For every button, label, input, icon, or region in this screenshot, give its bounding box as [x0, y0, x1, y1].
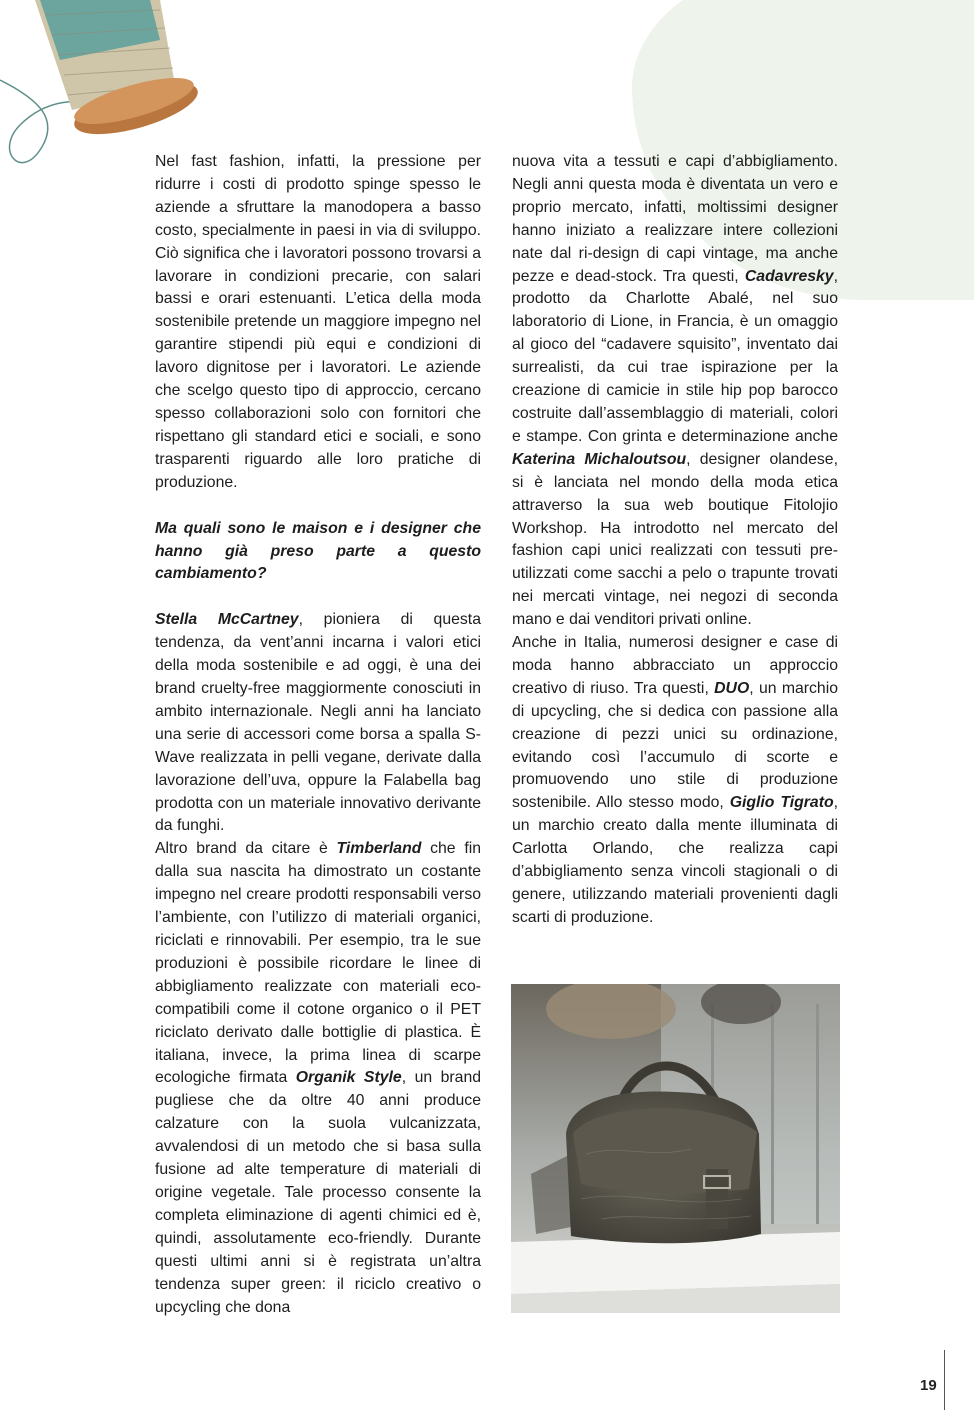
left-column	[155, 151, 481, 1319]
paragraph-text: Altro brand da citare è	[155, 840, 337, 858]
page-number: 19	[920, 1377, 937, 1394]
handbag-photo	[511, 984, 840, 1313]
brand-name: Giglio Tigrato	[729, 794, 834, 812]
brand-name: Katerina Michaloutsou	[512, 450, 687, 468]
paragraph	[155, 609, 481, 838]
paragraph	[155, 838, 481, 1319]
brand-name: Organik Style	[295, 1069, 402, 1087]
brand-name: Cadavresky	[744, 267, 834, 285]
brand-name: Stella McCartney	[155, 611, 299, 629]
paragraph-text: che fin dalla sua nascita ha dimostrato un costante impegno nel creare prodotti responsabili verso l’ambiente, con l’utilizzo di materiali organici, riciclati e rinnovabili. Per esempio, tra le sue produzioni è possibile ricordare le linee di abbigliamento realizzate con materiali eco-compatibili come il cotone organico o il PET riciclato derivato dalle bottiglie di plastica. È italiana, invece, la prima linea di scarpe ecologiche firmata	[155, 840, 482, 1087]
brand-name: Timberland	[336, 840, 422, 858]
paragraph-text: , pioniera di questa tendenza, da vent’anni incarna i valori etici della moda sostenibile e ad oggi, è una dei brand cruelty-free maggiormente conosciuti in ambito internazionale. Negli anni ha lanciato una serie di accessori come borsa a spalla S-Wave realizzata in pelli vegane, derivate dalla lavorazione dell’uva, oppure la Falabella bag prodotta con un materiale innovativo derivante da funghi.	[155, 611, 481, 835]
right-column	[512, 151, 838, 930]
paragraph-text: , prodotto da Charlotte Abalé, nel suo laboratorio di Lione, in Francia, è un omaggio al gioco del “cadavere squisito”, inventato dai surrealisti, da cui trae ispirazione per la creazione di camicie in stile hip pop barocco costruite dall’assemblaggio di materiali, colori e stampe. Con grinta e determinazione anche	[512, 267, 838, 445]
paragraph-text: , un marchio creato dalla mente illuminata di Carlotta Orlando, che realizza capi d’abbigliamento senza vincoli stagionali o di genere, utilizzando materiali provenienti dagli scarti di produzione.	[512, 794, 838, 926]
paragraph: Nel fast fashion, infatti, la pressione per ridurre i costi di prodotto spinge spesso le aziende a sfruttare la manodopera a basso costo, specialmente in paesi in via di sviluppo. Ciò significa che i lavoratori possono trovarsi a lavorare in condizioni precarie, con salari bassi e orari estenuanti. L’etica della moda sostenibile pretende un maggiore impegno nel garantire stipendi più equi e condizioni di lavoro dignitose per i lavoratori. Le aziende che scelgo questo tipo di approccio, cercano spesso collaborazioni solo con fornitori che rispettano gli standard etici e sociali, e sono trasparenti riguardo alle loro pratiche di produzione.	[155, 153, 481, 491]
paragraph-text: , un marchio di upcycling, che si dedica con passione alla creazione di pezzi unici su ordinazione, evitando così l’accumulo di scorte e promuovendo uno stile di produzione sostenibile. Allo stesso modo,	[512, 679, 839, 812]
paragraph-text: Anche in Italia, numerosi designer e case di moda hanno abbracciato un approccio creativo di riuso. Tra questi,	[512, 634, 838, 697]
paragraph-text: nuova vita a tessuti e capi d’abbigliamento. Negli anni questa moda è diventata un vero e proprio mercato, infatti, moltissimi designer hanno iniziato a realizzare intere collezioni nate dal ri-design di capi vintage, ma anche pezze e dead-stock. Tra questi,	[512, 153, 838, 285]
page-rule	[944, 1350, 945, 1410]
paragraph-text: , designer olandese, si è lanciata nel mondo della moda etica attraverso la sua web boutique Fitolojio Workshop. Ha introdotto nel mercato del fashion capi unici realizzati con tessuti pre-utilizzati come sacchi a pelo o trapunte trovati nei mercati vintage, nei negozi di seconda mano e dai venditori privati online.	[512, 450, 838, 629]
section-question: Ma quali sono le maison e i designer che hanno già preso parte a questo cambiamento?	[155, 519, 481, 583]
paragraph	[512, 632, 838, 930]
paragraph-text: , un brand pugliese che da oltre 40 anni produce calzature con la suola vulcanizzata, avvalendosi di un metodo che si basa sulla fusione ad alte temperature di materiali di origine vegetale. Tale processo consente la completa eliminazione di agenti chimici ed è, quindi, assolutamente eco-friendly. Durante questi ultimi anni si è registrata un’altra tendenza super green: il riciclo creativo o upcycling che dona	[155, 1069, 482, 1316]
paragraph	[512, 151, 838, 632]
brand-name: DUO	[714, 679, 750, 697]
